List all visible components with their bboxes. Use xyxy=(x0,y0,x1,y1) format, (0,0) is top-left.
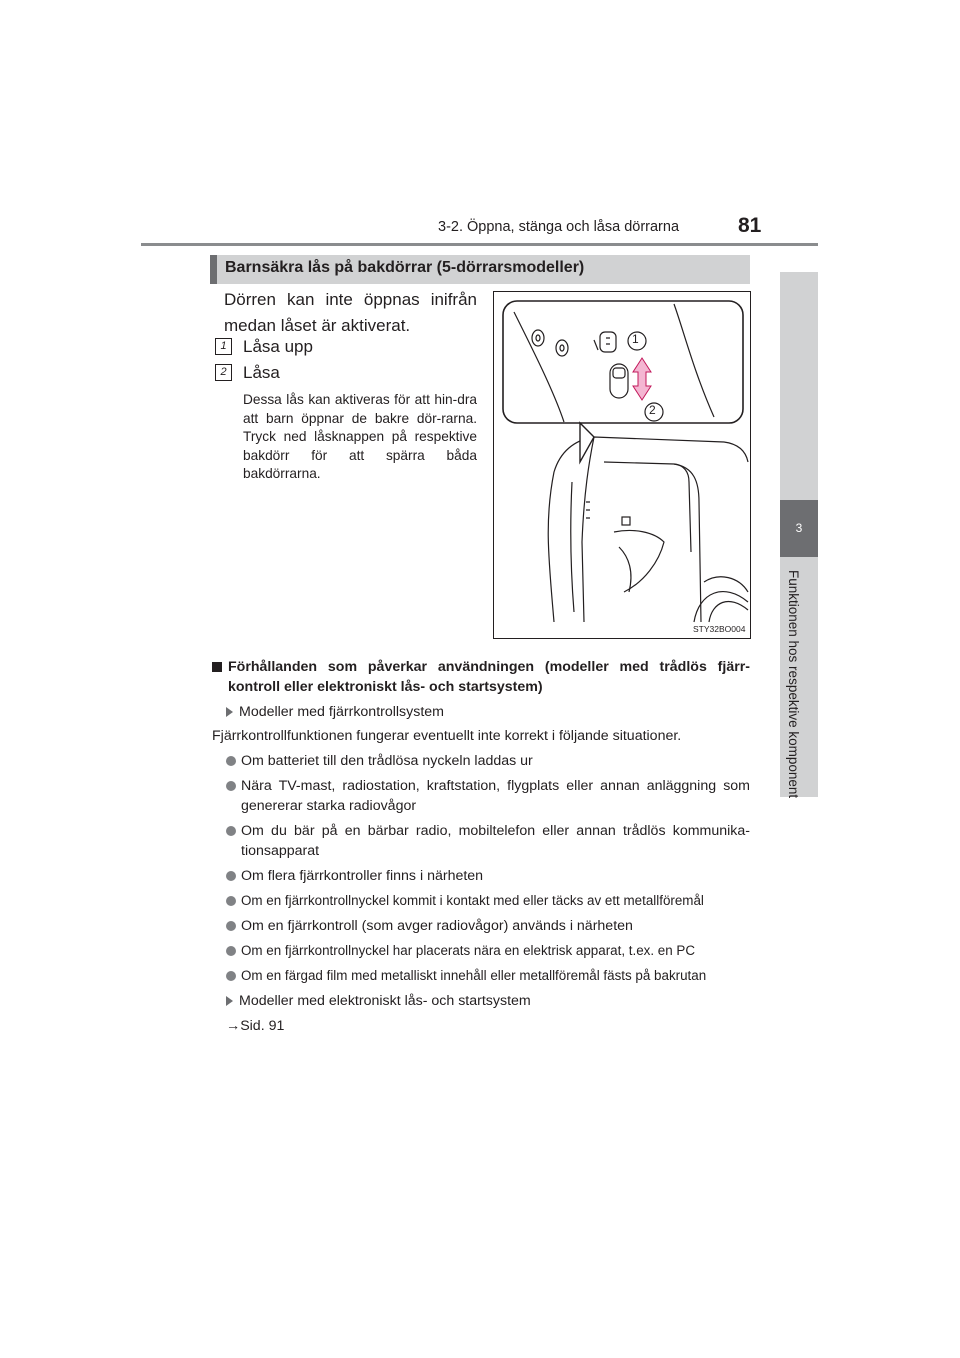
list-item-text: Om en fjärrkontroll (som avger radiovågor) används i närheten xyxy=(241,918,633,934)
list-item xyxy=(226,966,750,986)
triangle-bullet-icon xyxy=(226,996,233,1006)
subheading-smart-key xyxy=(226,991,750,1011)
list-item-text: Om du bär på en bärbar radio, mobiltelefon eller annan trådlös kommunika-tionsapparat xyxy=(241,823,750,859)
list-item xyxy=(226,821,750,861)
list-item xyxy=(226,751,750,771)
item-label-unlock: Låsa upp xyxy=(243,337,313,356)
list-item-text: Om en fjärrkontrollnyckel kommit i kontakt med eller täcks av ett metallföremål xyxy=(241,893,704,908)
header-rule xyxy=(141,243,818,246)
list-item-text: Nära TV-mast, radiostation, kraftstation, flygplats eller annan anläggning som genererar starka radiovågor xyxy=(241,778,750,814)
list-item-text: Om en fjärrkontrollnyckel har placerats nära en elektrisk apparat, t.ex. en PC xyxy=(241,943,696,958)
round-bullet-icon xyxy=(226,826,236,836)
list-item-text: Om flera fjärrkontroller finns i närheten xyxy=(241,868,484,884)
item-label-lock: Låsa xyxy=(243,363,280,382)
conditions-block xyxy=(212,657,750,1036)
page-reference-link[interactable]: →Sid. 91 xyxy=(226,1018,285,1034)
conditions-heading xyxy=(212,657,750,697)
intro-text: Dörren kan inte öppnas inifrån medan låset är aktiverat. xyxy=(224,290,477,335)
item-number-2: 2 xyxy=(215,364,232,381)
round-bullet-icon xyxy=(226,971,236,981)
round-bullet-icon xyxy=(226,781,236,791)
note-text: Dessa lås kan aktiveras för att hin-dra att barn öppnar de bakre dör-rarna. Tryck ned låsknappen på respektive bakdörr för att spärra båda bakdörrarna. xyxy=(243,392,477,481)
list-item xyxy=(226,916,750,936)
illustration-code: STY32BO004 xyxy=(693,624,746,634)
section-title: Barnsäkra lås på bakdörrar (5-dörrarsmodeller) xyxy=(225,259,585,276)
callout-2: 2 xyxy=(649,403,656,417)
section-banner-bar xyxy=(210,255,217,284)
round-bullet-icon xyxy=(226,946,236,956)
round-bullet-icon xyxy=(226,871,236,881)
list-item-text: Om en färgad film med metalliskt innehåll eller metallföremål fästs på bakrutan xyxy=(241,968,707,983)
list-item xyxy=(226,866,750,886)
list-item xyxy=(226,941,750,961)
callout-1: 1 xyxy=(632,332,639,346)
conditions-title: Förhållanden som påverkar användningen (modeller med trådlös fjärr-kontroll eller elektroniskt lås- och startsystem) xyxy=(228,659,750,695)
list-item xyxy=(226,776,750,816)
child-lock-illustration xyxy=(493,291,751,639)
round-bullet-icon xyxy=(226,896,236,906)
chapter-title: Funktionen hos respektive komponent xyxy=(786,570,801,799)
subheading-smart-key-text: Modeller med elektroniskt lås- och startsystem xyxy=(239,993,531,1009)
page-number: 81 xyxy=(738,214,762,237)
conditions-paragraph: Fjärrkontrollfunktionen fungerar eventuellt inte korrekt i följande situationer. xyxy=(212,728,682,744)
chapter-number-tab: 3 xyxy=(780,500,818,557)
round-bullet-icon xyxy=(226,756,236,766)
subheading-remote-text: Modeller med fjärrkontrollsystem xyxy=(239,704,444,720)
list-item xyxy=(226,891,750,911)
subheading-remote xyxy=(226,702,750,722)
list-item-text: Om batteriet till den trådlösa nyckeln laddas ur xyxy=(241,753,533,769)
door-lock-drawing xyxy=(494,292,750,638)
round-bullet-icon xyxy=(226,921,236,931)
chapter-title-tab xyxy=(786,570,810,799)
side-tab-top xyxy=(780,272,818,500)
item-number-1: 1 xyxy=(215,338,232,355)
triangle-bullet-icon xyxy=(226,707,233,717)
section-header: 3-2. Öppna, stänga och låsa dörrarna xyxy=(438,219,680,235)
square-bullet-icon xyxy=(212,662,222,672)
